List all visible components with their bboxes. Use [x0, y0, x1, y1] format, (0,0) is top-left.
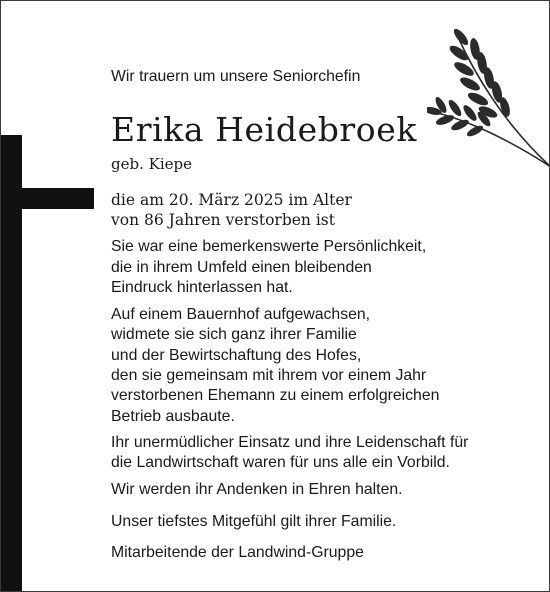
paragraph-line: widmete sie sich ganz ihrer Familie	[111, 326, 357, 343]
paragraph-line: Eindruck hinterlassen hat.	[111, 279, 293, 296]
paragraph-line: Wir werden ihr Andenken in Ehren halten.	[111, 481, 403, 498]
signature: Mitarbeitende der Landwind-Gruppe	[111, 544, 364, 561]
deceased-name: Erika Heidebroek	[111, 110, 417, 149]
paragraph-line: den sie gemeinsam mit ihrem vor einem Jahr	[111, 367, 427, 384]
paragraph-line: Sie war eine bemerkenswerte Persönlichkeit,	[111, 238, 427, 255]
paragraph-line: Ihr unermüdlicher Einsatz und ihre Leidenschaft für	[111, 434, 469, 451]
birth-name: geb. Kiepe	[111, 155, 192, 173]
paragraph-line: verstorbenen Ehemann zu einem erfolgreichen	[111, 387, 440, 404]
paragraph-line: Betrieb ausbaute.	[111, 408, 235, 425]
paragraph-line: und der Bewirtschaftung des Hofes,	[111, 347, 362, 364]
paragraph-line: Unser tiefstes Mitgefühl gilt ihrer Familie.	[111, 513, 397, 530]
paragraph-line: die in ihrem Umfeld einen bleibenden	[111, 259, 372, 276]
paragraph-line: die Landwirtschaft waren für uns alle ein Vorbild.	[111, 454, 450, 471]
paragraph-line: Auf einem Bauernhof aufgewachsen,	[111, 306, 371, 323]
death-date-line: die am 20. März 2025 im Alter	[111, 191, 352, 209]
age-line: von 86 Jahren verstorben ist	[111, 211, 335, 229]
cross-horizontal-bar	[1, 188, 94, 209]
wheat-icon	[427, 15, 550, 187]
intro-text: Wir trauern um unsere Seniorchefin	[111, 68, 361, 85]
